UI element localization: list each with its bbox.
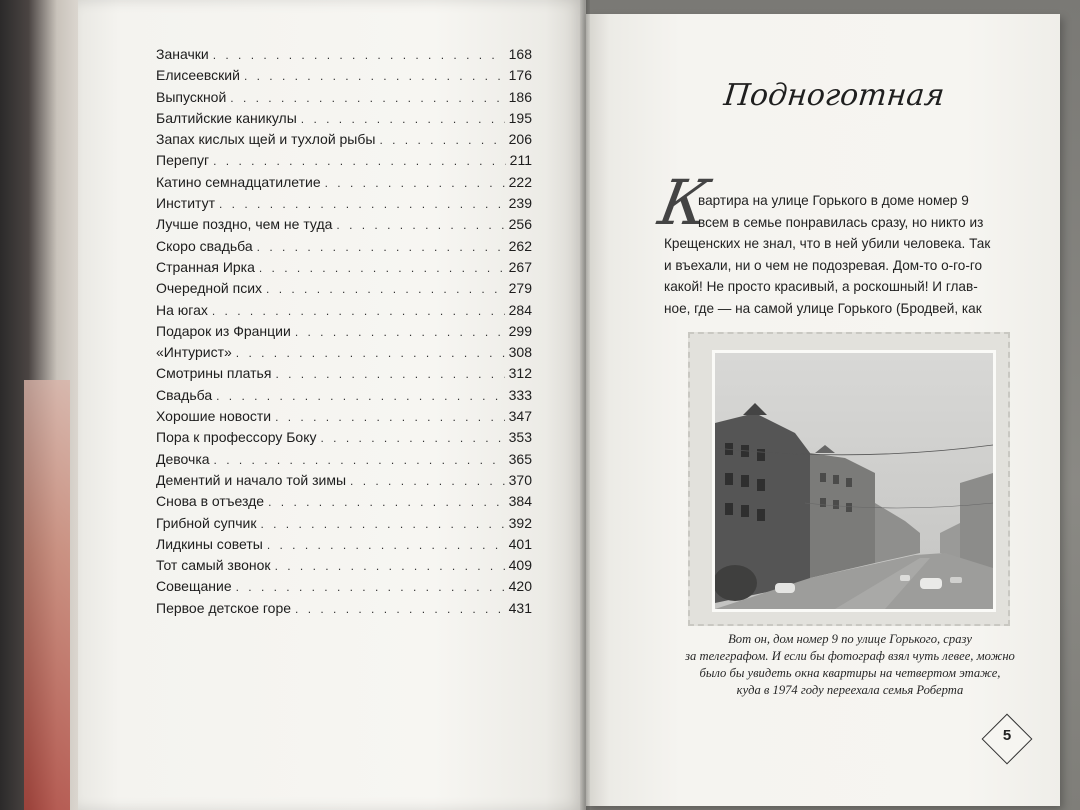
toc-item-title: Свадьба	[156, 386, 213, 403]
toc-leader-dots	[295, 322, 505, 343]
toc-leader-dots	[213, 151, 506, 172]
toc-leader-dots	[219, 194, 505, 215]
toc-leader-dots	[212, 301, 505, 322]
toc-item-title: Заначки	[156, 46, 209, 62]
toc-leader-dots	[275, 556, 505, 577]
toc-item-title: Выпускной	[156, 88, 227, 105]
toc-item-title: Странная Ирка	[156, 258, 255, 275]
toc-item-page: 262	[508, 237, 532, 254]
toc-item-page: 222	[508, 173, 532, 190]
body-line: ное, где — на самой улице Горького (Бродвей, как	[664, 300, 982, 316]
toc-leader-dots	[257, 237, 505, 258]
toc-item-title: Институт	[156, 195, 216, 212]
toc-item	[156, 491, 532, 512]
toc-item-page: 206	[508, 131, 532, 148]
toc-item	[156, 363, 532, 384]
toc-item-title: Смотрины платья	[156, 365, 272, 382]
toc-item-title: Первое детское горе	[156, 599, 292, 616]
toc-leader-dots	[336, 215, 504, 236]
toc-item-page: 333	[508, 386, 532, 403]
toc-item-page: 347	[508, 408, 532, 425]
toc-item	[156, 236, 532, 257]
toc-item-title: Перепуг	[156, 152, 210, 169]
toc-leader-dots	[379, 130, 504, 151]
toc-item-page: 409	[508, 557, 532, 574]
toc-item-page: 384	[508, 493, 532, 510]
toc-leader-dots	[275, 407, 505, 428]
toc-item-page: 267	[508, 258, 532, 275]
toc-item-page: 186	[508, 88, 532, 105]
caption-line: за телеграфом. И если бы фотограф взял чуть левее, можно	[685, 649, 1015, 663]
toc-leader-dots	[244, 66, 505, 87]
toc-item-page: 256	[508, 216, 532, 233]
toc-leader-dots	[267, 535, 505, 556]
toc-leader-dots	[325, 173, 505, 194]
body-line: какой! Не просто красивый, а роскошный! И глав-	[664, 279, 978, 294]
toc-item-title: На югах	[156, 301, 208, 318]
page-number: 5	[1002, 727, 1012, 744]
toc-item-page: 401	[508, 535, 532, 552]
toc-item-page: 195	[508, 109, 532, 126]
drop-cap: К	[653, 166, 715, 239]
toc-item-title: Лучше поздно, чем не туда	[156, 216, 333, 233]
toc-item	[156, 44, 532, 65]
toc-item-title: Хорошие новости	[156, 408, 272, 425]
toc-item	[156, 513, 532, 534]
toc-item-title: Очередной псих	[156, 280, 263, 297]
toc-item	[156, 534, 532, 555]
toc-item	[156, 576, 532, 597]
toc-leader-dots	[236, 577, 505, 598]
toc-item	[156, 342, 532, 363]
toc-leader-dots	[216, 386, 505, 407]
toc-leader-dots	[321, 428, 505, 449]
toc-item	[156, 278, 532, 299]
book-cover-red-stripe	[24, 380, 70, 810]
toc-item	[156, 65, 532, 86]
toc-leader-dots	[266, 279, 505, 300]
toc-item	[156, 406, 532, 427]
toc-item-page: 211	[509, 152, 532, 169]
toc-item-page: 279	[508, 280, 532, 297]
toc-item	[156, 150, 532, 171]
toc-item-page: 168	[508, 46, 532, 62]
toc-item	[156, 87, 532, 108]
toc-leader-dots	[230, 88, 504, 109]
toc-item-page: 365	[508, 450, 532, 467]
toc-item-page: 284	[508, 301, 532, 318]
caption-line: Вот он, дом номер 9 по улице Горького, сразу	[728, 632, 972, 646]
body-line: Крещенских не знал, что в ней убили человека. Так	[664, 236, 991, 251]
toc-item-title: Скоро свадьба	[156, 237, 253, 254]
body-line: всем в семье понравилась сразу, но никто из	[698, 214, 984, 230]
toc-item-title: «Интурист»	[156, 344, 232, 361]
toc-item	[156, 172, 532, 193]
toc-leader-dots	[236, 343, 505, 364]
toc-item-title: Запах кислых щей и тухлой рыбы	[156, 131, 376, 148]
toc-item	[156, 385, 532, 406]
toc-item	[156, 449, 532, 470]
table-of-contents	[156, 44, 532, 619]
toc-item-title: Дементий и начало той зимы	[156, 471, 347, 488]
chapter-title: Подноготная	[722, 78, 947, 113]
toc-item-page: 176	[508, 67, 532, 84]
toc-item-title: Девочка	[156, 450, 210, 467]
toc-leader-dots	[260, 514, 504, 535]
toc-item	[156, 321, 532, 342]
toc-item	[156, 214, 532, 235]
toc-leader-dots	[275, 364, 504, 385]
toc-item	[156, 598, 532, 619]
toc-item-page: 370	[508, 471, 532, 488]
toc-item-title: Балтийские каникулы	[156, 109, 297, 126]
toc-item-title: Снова в отъезде	[156, 493, 265, 510]
toc-leader-dots	[301, 109, 505, 130]
toc-item-page: 239	[508, 195, 532, 212]
street-photo-illustration	[715, 353, 993, 609]
toc-leader-dots	[268, 492, 505, 513]
toc-leader-dots	[295, 599, 505, 620]
toc-item-page: 431	[508, 599, 532, 616]
toc-item-page: 353	[508, 429, 532, 446]
toc-item-page: 420	[508, 578, 532, 595]
toc-item	[156, 470, 532, 491]
toc-item-title: Тот самый звонок	[156, 557, 271, 574]
toc-item-page: 312	[508, 365, 532, 382]
toc-item-title: Пора к профессору Боку	[156, 429, 317, 446]
photo-caption	[678, 631, 1022, 699]
toc-item	[156, 555, 532, 576]
toc-item-page: 308	[508, 344, 532, 361]
body-line: вартира на улице Горького в доме номер 9	[698, 193, 969, 208]
toc-item	[156, 427, 532, 448]
toc-item-page: 299	[508, 322, 532, 339]
toc-leader-dots	[213, 45, 505, 66]
toc-item-title: Подарок из Франции	[156, 322, 291, 339]
caption-line: было бы увидеть окна квартиры на четвертом этаже,	[699, 666, 1001, 680]
street-photo	[712, 350, 996, 612]
caption-line: куда в 1974 году переехала семья Роберта	[736, 683, 964, 697]
toc-item	[156, 108, 532, 129]
toc-leader-dots	[214, 450, 505, 471]
toc-item-title: Елисеевский	[156, 67, 240, 84]
toc-item-title: Лидкины советы	[156, 535, 263, 552]
toc-leader-dots	[259, 258, 505, 279]
body-line: и въехали, ни о чем не подозревая. Дом-то о-го-го	[664, 257, 983, 273]
chapter-body-text	[664, 190, 1020, 319]
toc-item-title: Катино семнадцатилетие	[156, 173, 321, 190]
toc-leader-dots	[350, 471, 505, 492]
toc-item	[156, 193, 532, 214]
toc-item	[156, 257, 532, 278]
book-spine	[580, 0, 590, 810]
toc-item-title: Совещание	[156, 578, 232, 595]
toc-item-title: Грибной супчик	[156, 514, 257, 531]
toc-item	[156, 129, 532, 150]
toc-item	[156, 300, 532, 321]
toc-item-page: 392	[508, 514, 532, 531]
